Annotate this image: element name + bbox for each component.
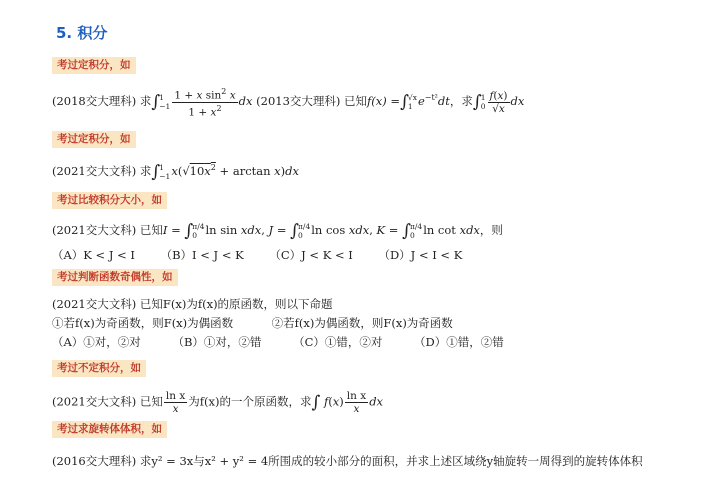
source-label: (2021交大文科)	[52, 297, 137, 311]
section-title: 5. 积分	[56, 24, 108, 42]
topic-tag-definite-integral: 考过定积分，如	[52, 57, 136, 74]
topic-tag-solid-of-revolution: 考过求旋转体体积，如	[52, 421, 167, 438]
option-a: （A）K < J < I	[52, 248, 135, 262]
source-label: (2013交大理科)	[256, 94, 341, 108]
statement-1: ①若f(x)为奇函数，则F(x)为偶函数	[52, 316, 234, 330]
topic-tag-definite-integral: 考过定积分，如	[52, 131, 136, 148]
source-label: (2021交大文科)	[52, 394, 137, 409]
option-b: （B）①对，②错	[172, 335, 262, 349]
option-d: （D）①错，②错	[414, 335, 504, 349]
topic-tag-compare-integrals: 考过比较积分大小，如	[52, 192, 167, 209]
question-4-statements	[52, 315, 453, 331]
question-5: (2021交大文科) 已知 $\frac{\text{ln x}}{x}$ 为f(x)的一个原函数，求∫ f(x) $\frac{\text{ln x}}{x}$ dx	[52, 390, 384, 415]
source-label: (2016交大理科)	[52, 454, 137, 468]
question-6: (2016交大理科) 求y² = 3x与x² + y² = 4所围成的较小部分的面积，并求上述区域绕y轴旋转一周得到的旋转体体积	[52, 454, 643, 468]
source-label: (2021交大文科)	[52, 163, 137, 178]
fraction: $\frac{1 + x \sin^2 x}{1 + x^2}$	[174, 87, 236, 118]
question-1: (2018交大理科) 求∫ 1 −1 $\frac{1 + x \sin^2 x}{1 + x^2}$ dx (2013交大理科) 已知f(x) =∫ √x 1 $e^{-t^2}dt$，求∫ 1 0 $\frac{f(x)}{√x}$ dx	[52, 87, 525, 118]
question-3: (2021交大文科) 已知I = ∫ π/4 0 ln sin xdx, J = ∫ π/4 0 ln cos xdx, K = ∫ π/4 0 ln cot xdx，则	[52, 221, 503, 241]
question-4-options	[52, 334, 526, 350]
question-4: (2021交大文科) 已知F(x)为f(x)的原函数，则以下命题	[52, 297, 333, 311]
question-2: (2021交大文科) 求∫ 1 −1 $x(√10x^2 + \arctan x)dx$	[52, 161, 300, 182]
source-label: (2018交大理科)	[52, 94, 137, 108]
option-c: （C）J < K < I	[269, 248, 353, 262]
fraction: $\frac{f(x)}{√x}$	[489, 89, 508, 115]
topic-tag-indefinite-integral: 考过不定积分，如	[52, 360, 146, 377]
statement-2: ②若f(x)为偶函数，则F(x)为奇函数	[271, 316, 453, 330]
option-a: （A）①对，②对	[52, 335, 141, 349]
option-c: （C）①错，②对	[293, 335, 383, 349]
option-d: （D）J < I < K	[378, 248, 463, 262]
fraction: $\frac{\text{ln x}}{x}$	[165, 390, 186, 415]
option-b: （B）I < J < K	[160, 248, 244, 262]
fraction: $\frac{\text{ln x}}{x}$	[346, 390, 367, 415]
question-3-options	[52, 247, 484, 263]
topic-tag-parity: 考过判断函数奇偶性，如	[52, 269, 178, 286]
source-label: (2021交大文科)	[52, 223, 137, 237]
